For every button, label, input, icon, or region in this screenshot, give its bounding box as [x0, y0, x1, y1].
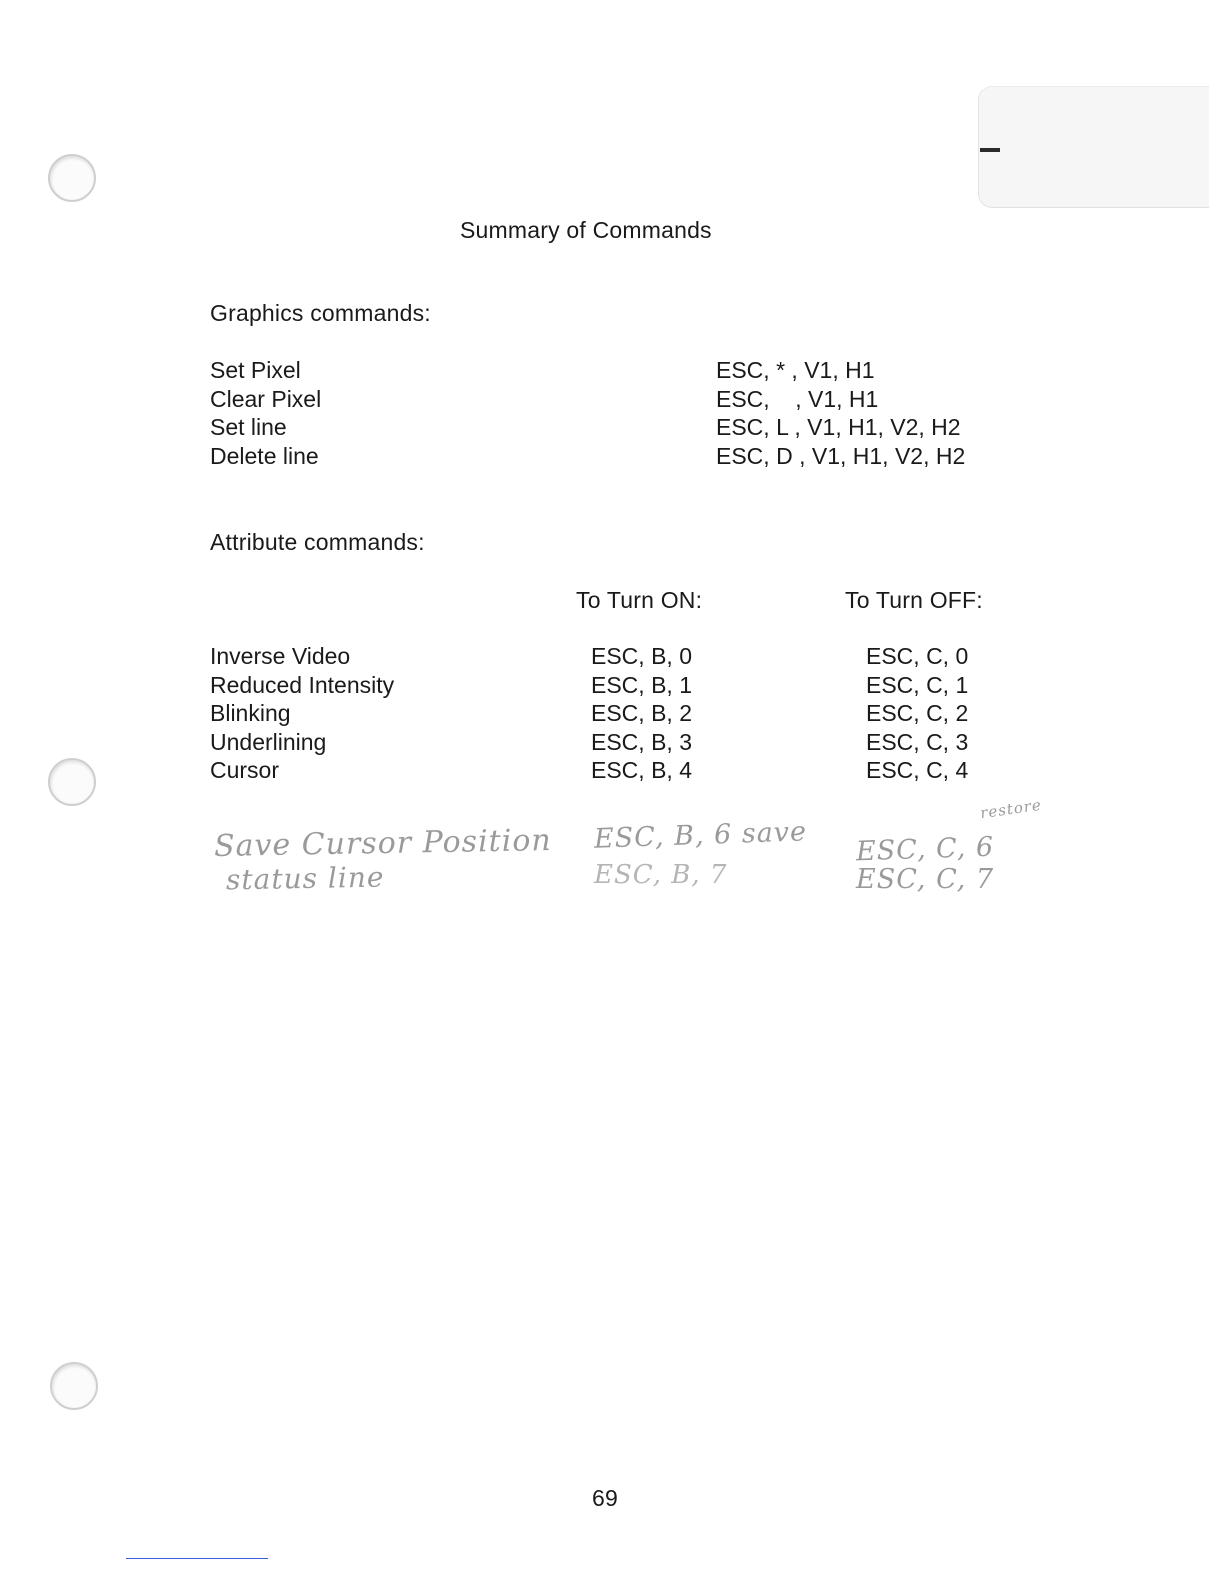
turn-off-sequence: ESC, C, 0	[866, 643, 969, 669]
turn-off-sequence: ESC, C, 4	[866, 757, 969, 784]
handwritten-note-off-7: ESC, C, 7	[856, 864, 995, 895]
turn-on-sequence: ESC, B, 3	[591, 728, 692, 755]
attribute-name: Blinking	[210, 700, 291, 727]
binder-hole-top	[48, 154, 96, 202]
command-name: Set line	[210, 414, 287, 441]
attribute-commands-heading: Attribute commands:	[210, 529, 425, 555]
index-tab	[978, 86, 1209, 208]
handwritten-note-on-7: ESC, B, 7	[594, 860, 728, 890]
command-sequence: ESC, D , V1, H1, V2, H2	[716, 442, 966, 469]
attribute-name: Inverse Video	[210, 643, 351, 669]
handwritten-note-restore: restore	[979, 795, 1043, 823]
handwritten-note-status-line: status line	[225, 860, 385, 897]
turn-off-column-header: To Turn OFF:	[845, 587, 983, 613]
command-name: Set Pixel	[210, 357, 301, 383]
turn-on-column-header: To Turn ON:	[576, 587, 703, 613]
turn-on-sequence: ESC, B, 4	[591, 757, 692, 784]
handwritten-note-off-6: ESC, C, 6	[855, 831, 995, 868]
graphics-commands-heading: Graphics commands:	[210, 300, 431, 326]
turn-off-sequence: ESC, C, 2	[866, 700, 969, 727]
turn-on-sequence: ESC, B, 2	[591, 700, 692, 727]
turn-on-sequence: ESC, B, 1	[591, 671, 692, 698]
tab-dash-mark	[980, 148, 1000, 152]
command-name: Delete line	[210, 442, 319, 469]
attribute-name: Underlining	[210, 728, 327, 755]
attribute-name: Cursor	[210, 757, 280, 784]
handwritten-note-on-6: ESC, B, 6 save	[593, 816, 808, 855]
attribute-name: Reduced Intensity	[210, 671, 395, 698]
page-title: Summary of Commands	[460, 217, 712, 243]
command-name: Clear Pixel	[210, 385, 322, 412]
command-sequence: ESC, L , V1, H1, V2, H2	[716, 414, 961, 441]
footer-rule	[126, 1558, 268, 1559]
turn-on-sequence: ESC, B, 0	[591, 643, 692, 669]
turn-off-sequence: ESC, C, 1	[866, 671, 969, 698]
command-sequence: ESC, , V1, H1	[716, 385, 879, 412]
command-sequence: ESC, * , V1, H1	[716, 357, 875, 383]
binder-hole-bottom	[50, 1362, 98, 1410]
page-number: 69	[592, 1485, 618, 1511]
handwritten-note-save-cursor: Save Cursor Position	[213, 823, 552, 864]
turn-off-sequence: ESC, C, 3	[866, 728, 969, 755]
binder-hole-middle	[48, 758, 96, 806]
